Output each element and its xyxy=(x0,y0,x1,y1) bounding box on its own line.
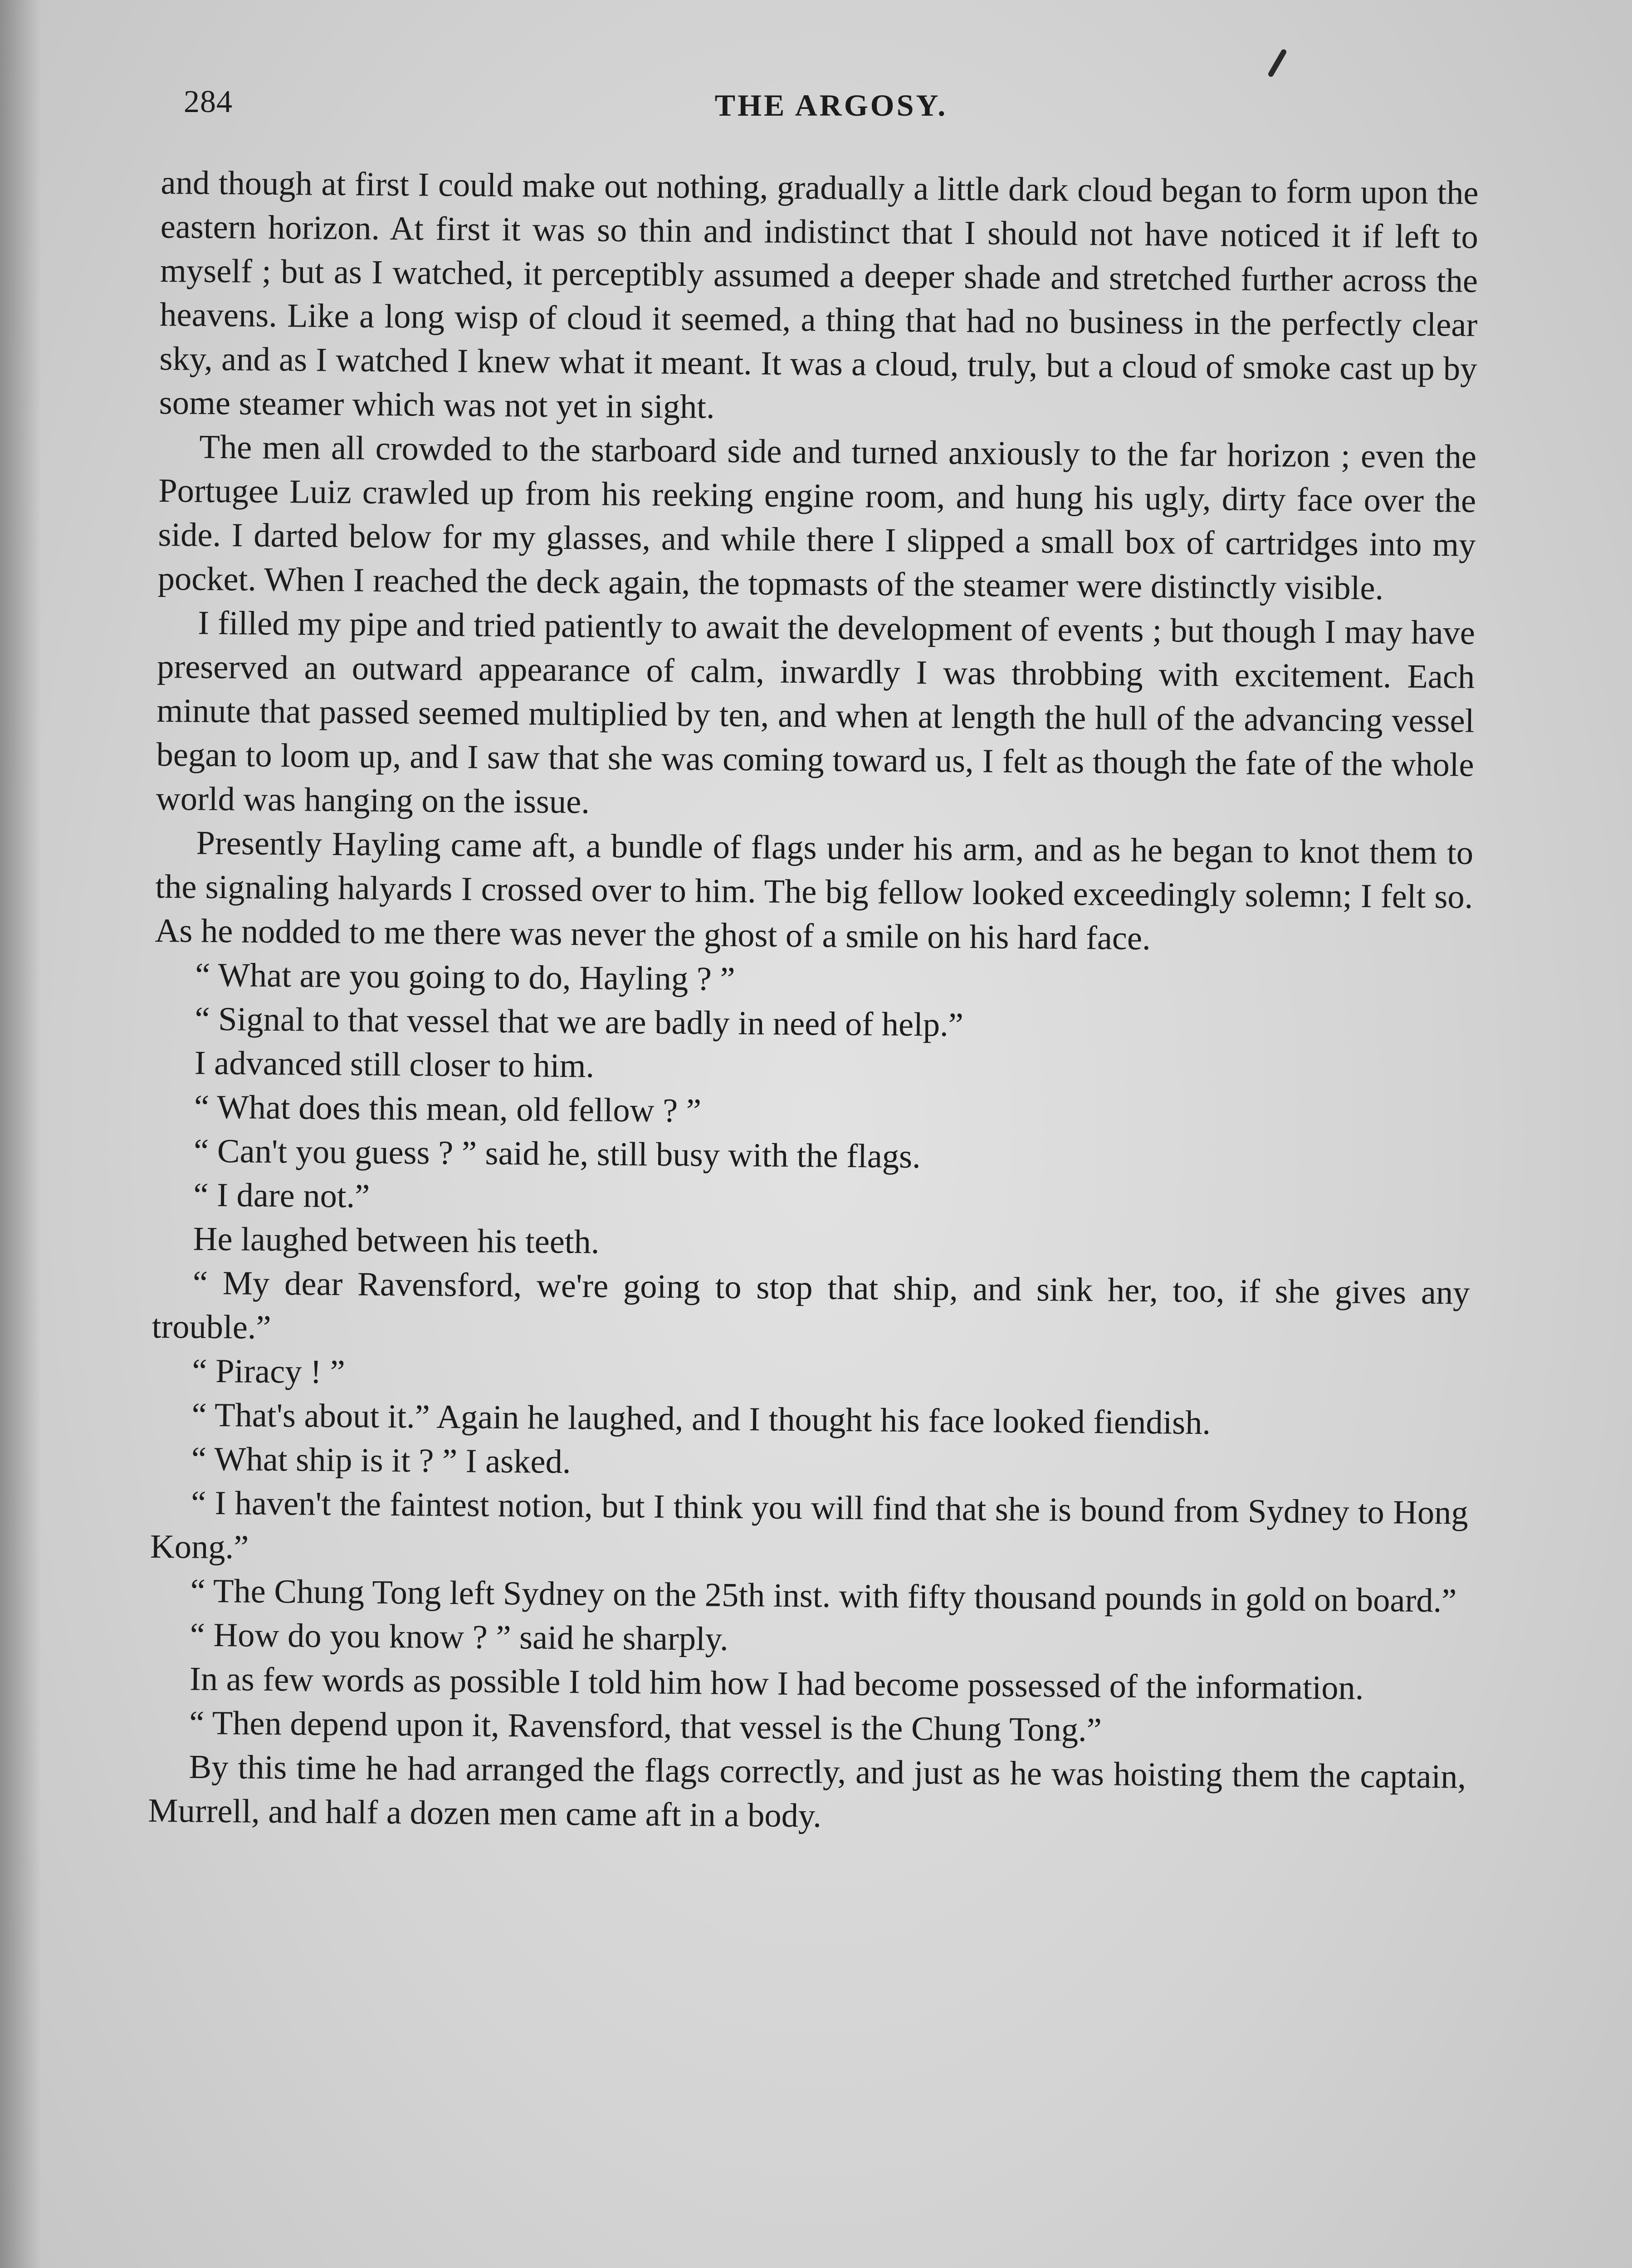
paragraph: “ How do you know ? ” said he sharply. xyxy=(190,1616,729,1658)
binding-gutter-shadow xyxy=(0,0,41,2268)
paragraph: “ What ship is it ? ” I asked. xyxy=(191,1440,571,1481)
article-body xyxy=(148,161,1479,1843)
paragraph: “ What are you going to do, Hayling ? ” xyxy=(195,956,735,998)
pen-mark xyxy=(1267,49,1287,78)
paragraph: “ What does this mean, old fellow ? ” xyxy=(194,1088,702,1130)
paragraph: By this time he had arranged the flags correctly, and just as he was hoisting them the captain, Murrell, and half a dozen men came aft in a body. xyxy=(148,1748,1466,1835)
paragraph: “ I haven't the faintest notion, but I think you will find that she is bound from Sydney to Hong Kong.” xyxy=(150,1484,1469,1566)
page-header xyxy=(184,84,1479,134)
paragraph: “ The Chung Tong left Sydney on the 25th inst. with fifty thousand pounds in gold on board.” xyxy=(190,1572,1457,1620)
paragraph: In as few words as possible I told him how I had become possessed of the information. xyxy=(189,1660,1364,1707)
paragraph: I filled my pipe and tried patiently to await the development of events ; but though I may have preserved an outward appearance of calm, inwardly I was throbbing with excitement. Each minute that passed seemed multiplied by ten, and when at length the hull of the advancing vessel began to loom up, and I saw that she was coming toward us, I felt as though the fate of the whole world was hanging on the issue. xyxy=(156,604,1476,821)
paragraph: “ My dear Ravensford, we're going to stop that ship, and sink her, too, if she gives any trouble.” xyxy=(151,1264,1470,1346)
paragraph: and though at first I could make out nothing, gradually a little dark cloud began to form upon the eastern horizon. At first it was so thin and indistinct that I should not have noticed it if left to myself ; but as I watched, it perceptibly assumed a deeper shade and stretched further across the heavens. Like a long wisp of cloud it seemed, a thing that had no business in the perfectly clear sky, and as I watched I knew what it meant. It was a cloud, truly, but a cloud of smoke cast up by some steamer which was not yet in sight. xyxy=(159,164,1479,426)
paragraph: I advanced still closer to him. xyxy=(194,1044,595,1085)
paragraph: “ Then depend upon it, Ravensford, that vessel is the Chung Tong.” xyxy=(189,1704,1102,1749)
running-title: THE ARGOSY. xyxy=(714,88,948,122)
paragraph: He laughed between his teeth. xyxy=(193,1220,600,1261)
paragraph: “ Can't you guess ? ” said he, still busy with the flags. xyxy=(193,1132,921,1176)
paragraph: The men all crowded to the starboard side and turned anxiously to the far horizon ; even the Portugee Luiz crawled up from his reeking engine room, and hung his ugly, dirty face over the side. I darted below for my glasses, and while there I slipped a small box of cartridges into my pocket. When I reached the deck again, the topmasts of the steamer were distinctly visible. xyxy=(157,428,1477,607)
paragraph: “ I dare not.” xyxy=(193,1176,370,1215)
paragraph: “ Piracy ! ” xyxy=(192,1352,345,1391)
paragraph: “ Signal to that vessel that we are badly in need of help.” xyxy=(195,1000,964,1044)
page-number: 284 xyxy=(184,84,233,119)
paragraph: Presently Hayling came aft, a bundle of flags under his arm, and as he began to knot them to the signaling halyards I crossed over to him. The big fellow looked exceedingly solemn; I felt so. As he nodded to me there was never the ghost of a smile on his hard face. xyxy=(155,824,1474,958)
paragraph: “ That's about it.” Again he laughed, and I thought his face looked fiendish. xyxy=(191,1396,1211,1442)
